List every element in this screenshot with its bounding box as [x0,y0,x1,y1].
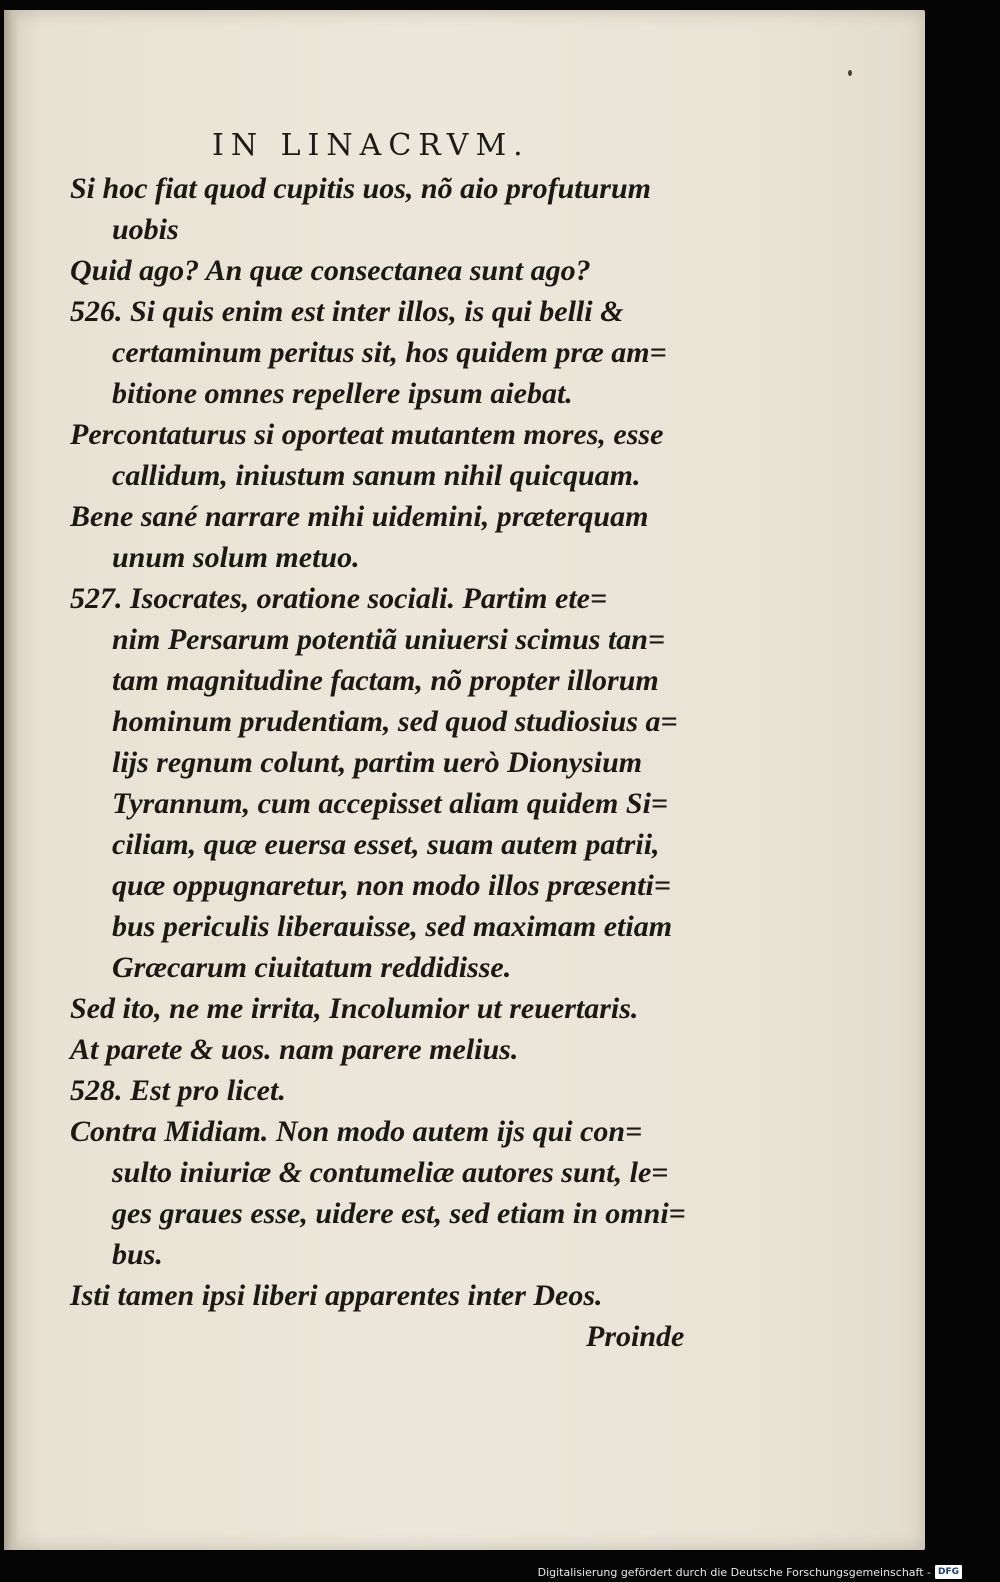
text-line: bus. [112,1238,163,1271]
text-line: bus periculis liberauisse, sed maximam etiam [112,910,673,943]
paper-speck [848,70,852,76]
text-line: quæ oppugnaretur, non modo illos præsenti= [112,869,671,902]
credit-text: Digitalisierung gefördert durch die Deutsche Forschungsgemeinschaft - [537,1565,931,1579]
text-line: At parete & uos. nam parere melius. [70,1033,519,1066]
text-line: bitione omnes repellere ipsum aiebat. [112,377,573,410]
text-line: Bene sané narrare mihi uidemini, præterquam [70,500,649,533]
text-line: 528. Est pro licet. [70,1074,286,1107]
text-line: Isti tamen ipsi liberi apparentes inter Deos. [70,1279,603,1312]
text-line: Tyrannum, cum accepisset aliam quidem Si= [112,787,668,820]
body-text [70,168,710,1357]
text-line: uobis [112,213,179,246]
text-line: unum solum metuo. [112,541,360,574]
text-line: Si hoc fiat quod cupitis uos, nõ aio profuturum [70,172,651,205]
text-line: 526. Si quis enim est inter illos, is qui belli & [70,295,624,328]
text-line: hominum prudentiam, sed quod studiosius a= [112,705,678,738]
text-line: callidum, iniustum sanum nihil quicquam. [112,459,641,492]
digitization-credit [538,1565,962,1579]
text-line: tam magnitudine factam, nõ propter illorum [112,664,659,697]
running-title: IN LINACRVM. [212,128,530,163]
catchword: Proinde [586,1320,685,1353]
text-line: Græcarum ciuitatum reddidisse. [112,951,512,984]
page-gutter-edge [4,10,18,1550]
text-line: sulto iniuriæ & contumeliæ autores sunt, le= [112,1156,669,1189]
text-line: certaminum peritus sit, hos quidem præ am= [112,336,667,369]
text-line: ges graues esse, uidere est, sed etiam in omni= [112,1197,686,1230]
dfg-logo: DFG [935,1565,962,1579]
text-line: Contra Midiam. Non modo autem ijs qui con= [70,1115,643,1148]
text-line: ciliam, quæ euersa esset, suam autem patrii, [112,828,660,861]
text-line: nim Persarum potentiã uniuersi scimus tan= [112,623,666,656]
text-line: Sed ito, ne me irrita, Incolumior ut reuertaris. [70,992,639,1025]
text-line: 527. Isocrates, oratione sociali. Partim ete= [70,582,608,615]
text-line: lijs regnum colunt, partim uerò Dionysium [112,746,643,779]
text-line: Percontaturus si oporteat mutantem mores, esse [70,418,664,451]
text-line: Quid ago? An quæ consectanea sunt ago? [70,254,591,287]
